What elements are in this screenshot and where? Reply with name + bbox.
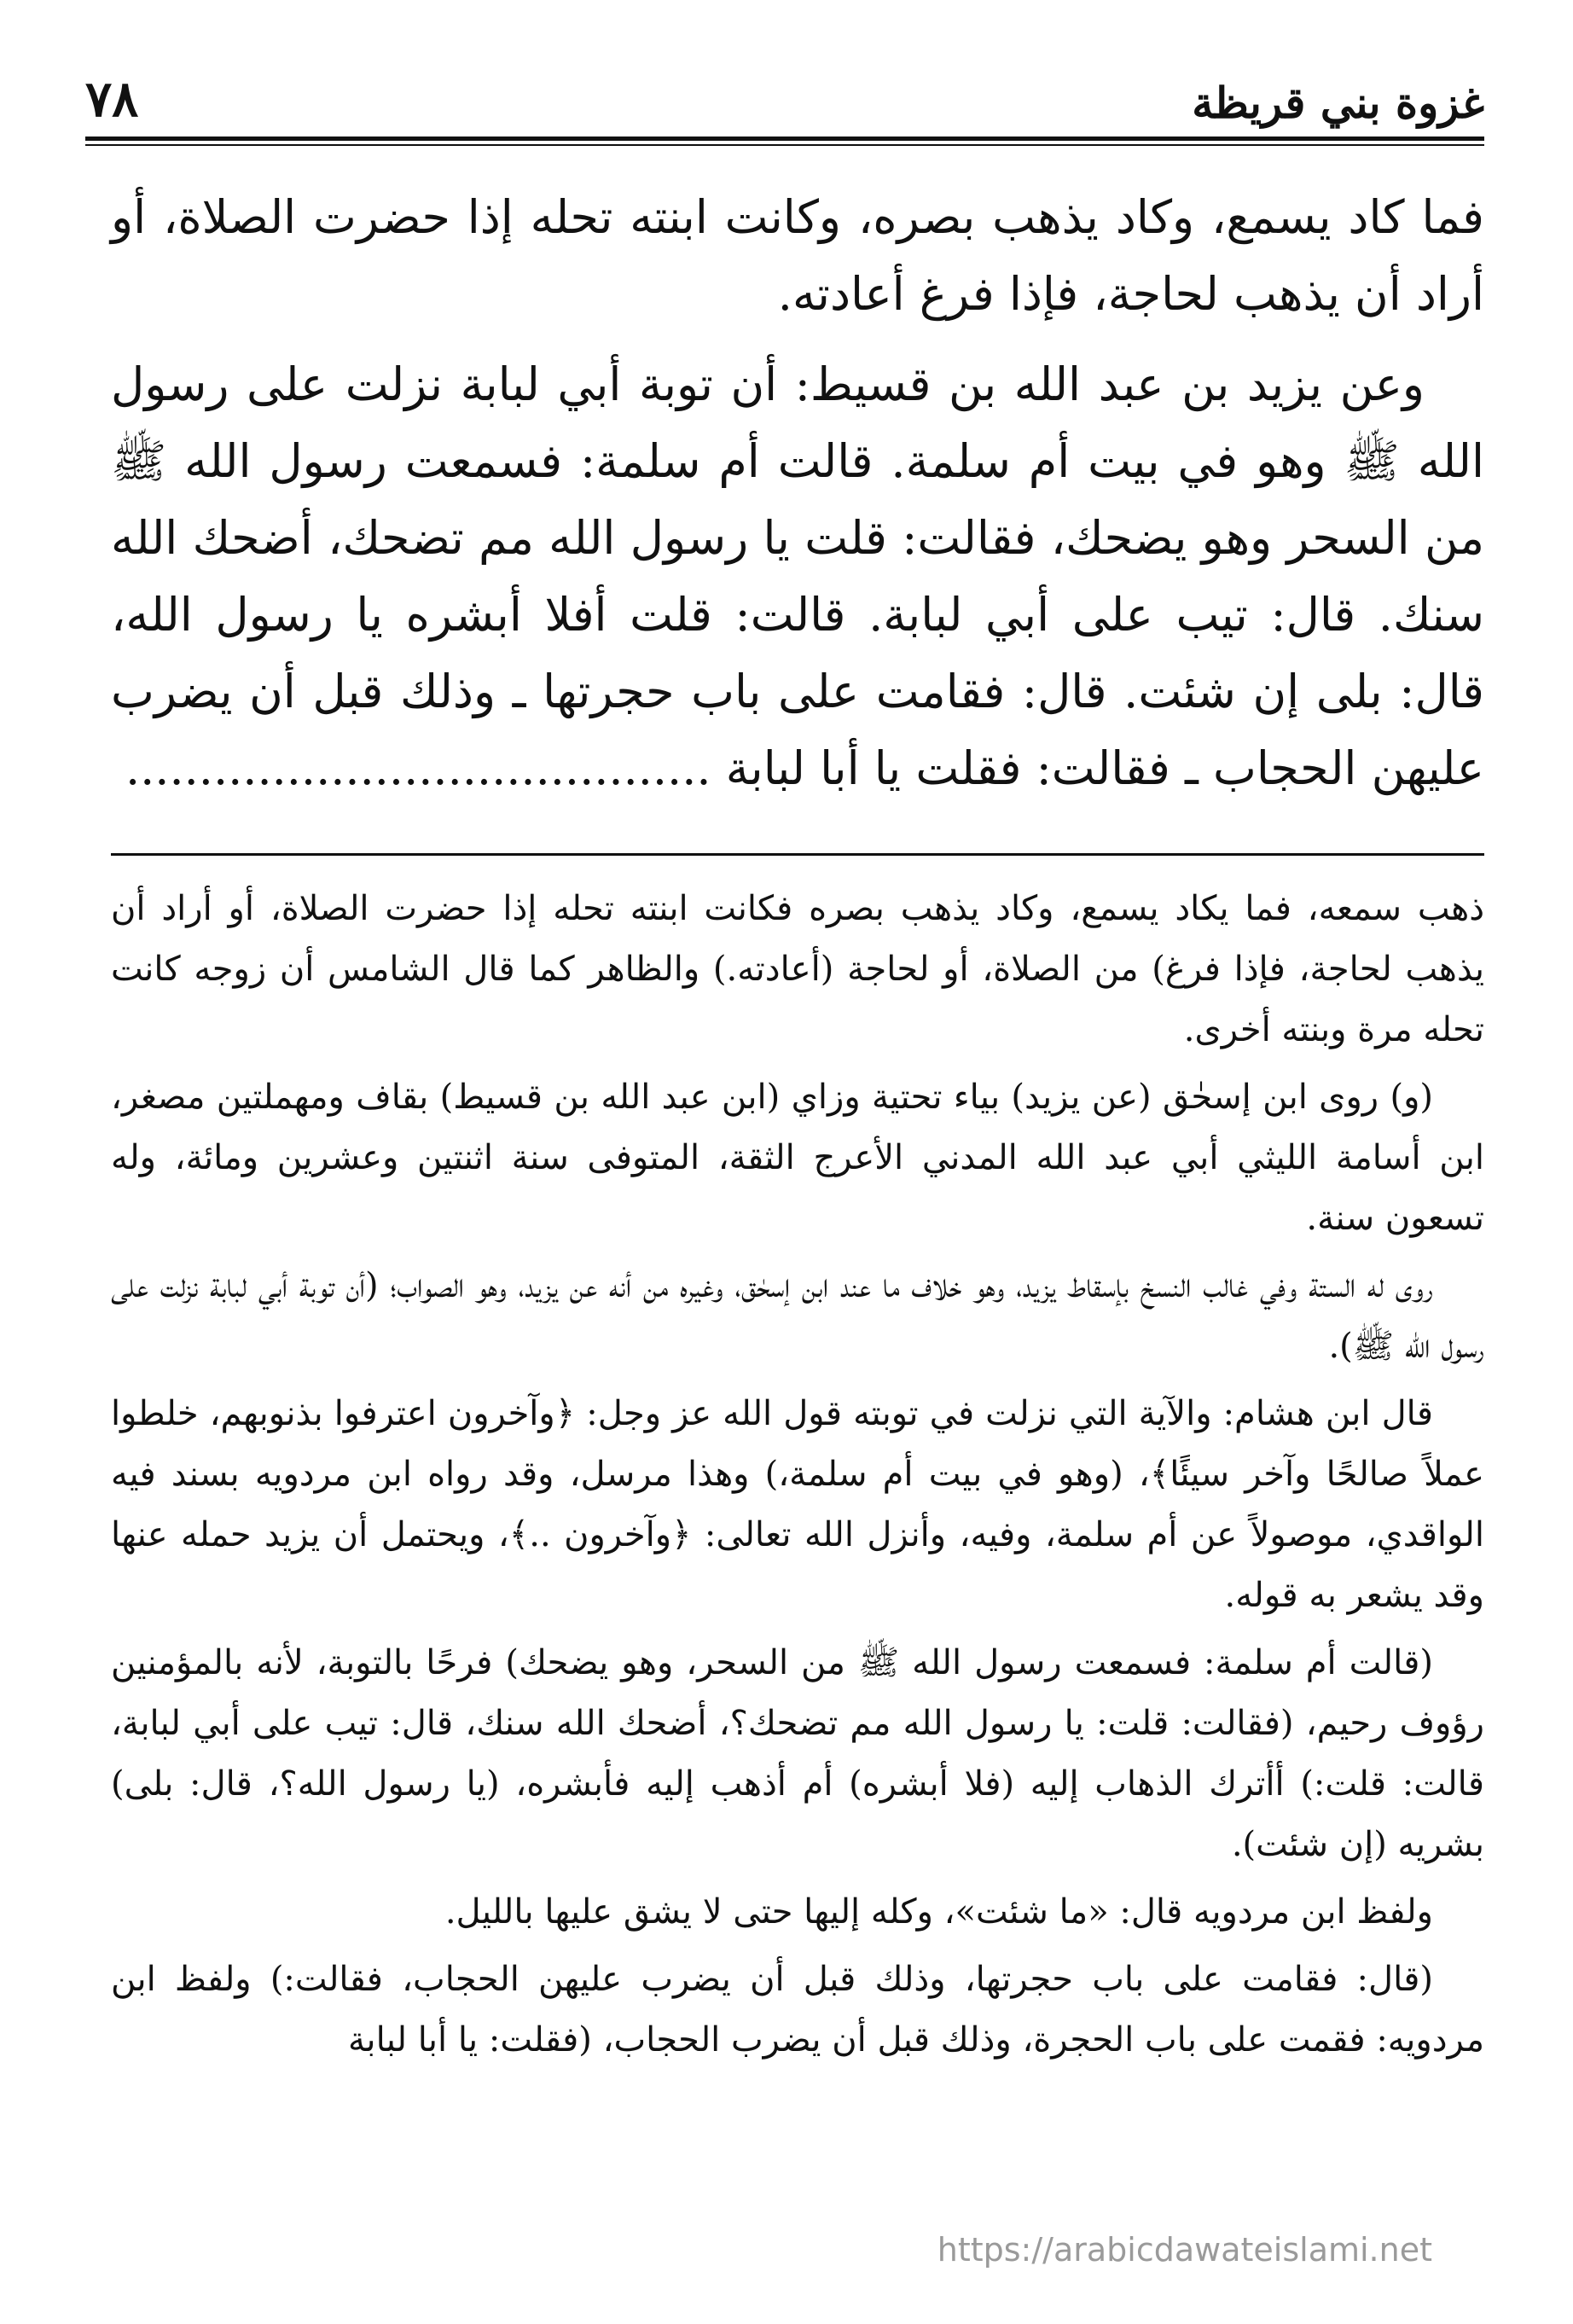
commentary-paragraph-4: قال ابن هشام: والآية التي نزلت في توبته قول الله عز وجل: ﴿وآخرون اعترفوا بذنوبهم، خلطوا عملاً صالحًا وآخر سيئًا﴾، (وهو في بيت أم سلمة،) وهذا مرسل، وقد رواه ابن مردويه بسند فيه الواقدي، موصولاً عن أم سلمة، وفيه، وأنزل الله تعالى: ﴿وآخرون ..﴾، ويحتمل أن يزيد حمله عنها وقد يشعر به قوله. (111, 1394, 1484, 1615)
commentary-paragraph-2: (و) روى ابن إسحٰق (عن يزيد) بياء تحتية وزاي (ابن عبد الله بن قسيط) بقاف ومهملتين مصغر، ابن أسامة الليثي أبي عبد الله المدني الأعرج الثقة، المتوفى سنة اثنتين وعشرين ومائة، وله تسعون سنة. (111, 1078, 1485, 1238)
ellipsis-dots: ........................................ (125, 741, 711, 795)
commentary-paragraph-1: ذهب سمعه، فما يكاد يسمع، وكاد يذهب بصره فكانت ابنته تحله إذا حضرت الصلاة، أو أراد أن يذهب لحاجة، فإذا فرغ) من الصلاة، أو لحاجة (أعادته.) والظاهر كما قال الشامس أن زوجه كانت تحله مرة وبنته أخرى. (111, 889, 1484, 1049)
header-rule (85, 137, 1484, 146)
chapter-title: غزوة بني قريظة (1192, 78, 1484, 128)
main-text (111, 179, 1484, 821)
page-header (85, 51, 1484, 128)
watermark-url: https://arabicdawateislami.net (937, 2231, 1432, 2269)
commentary-paragraph-6: ولفظ ابن مردويه قال: «ما شئت»، وكله إليها حتى لا يشق عليها بالليل. (444, 1892, 1433, 1932)
main-paragraph-2 (111, 346, 1484, 807)
page-number: ٧٨ (85, 70, 139, 128)
commentary-paragraph-5: (قالت أم سلمة: فسمعت رسول الله ﷺ من السحر، وهو يضحك) فرحًا بالتوبة، لأنه بالمؤمنين رؤوف رحيم، (فقالت: قلت: يا رسول الله مم تضحك؟، أضحك الله سنك، قال: تيب على أبي لبابة، قالت: قلت:) أأترك الذهاب إليه (فلا أبشره) أم أذهب إليه فأبشره، (يا رسول الله؟، قال: بلى) بشريه (إن شئت). (111, 1643, 1484, 1864)
main-paragraph-2-text: وعن يزيد بن عبد الله بن قسيط: أن توبة أبي لبابة نزلت على رسول الله ﷺ وهو في بيت أم سلمة. قالت أم سلمة: فسمعت رسول الله ﷺ من السحر وهو يضحك، فقالت: قلت يا رسول الله مم تضحك، أضحك الله سنك. قال: تيب على أبي لبابة. قالت: قلت أفلا أبشره يا رسول الله، قال: بلى إن شئت. قال: فقامت على باب حجرتها ـ وذلك قبل أن يضرب عليهن الحجاب ـ فقالت: فقلت يا أبا لبابة (111, 357, 1484, 795)
commentary-text (111, 879, 1484, 2077)
commentary-paragraph-7: (قال: فقامت على باب حجرتها، وذلك قبل أن يضرب عليهن الحجاب، فقالت:) ولفظ ابن مردويه: فقمت على باب الحجرة، وذلك قبل أن يضرب الحجاب، (فقلت: يا أبا لبابة (111, 1960, 1484, 2060)
footnote-separator (111, 853, 1484, 856)
main-paragraph-1: فما كاد يسمع، وكاد يذهب بصره، وكانت ابنته تحله إذا حضرت الصلاة، أو أراد أن يذهب لحاجة، فإذا فرغ أعادته. (111, 190, 1484, 321)
commentary-paragraph-3: روى له الستة وفي غالب النسخ بإسقاط يزيد، وهو خلاف ما عند ابن إسحٰق، وغيره من أنه عن يزيد، وهو الصواب؛ (أن توبة أبي لبابة نزلت على رسول الله ﷺ). (111, 1266, 1484, 1366)
